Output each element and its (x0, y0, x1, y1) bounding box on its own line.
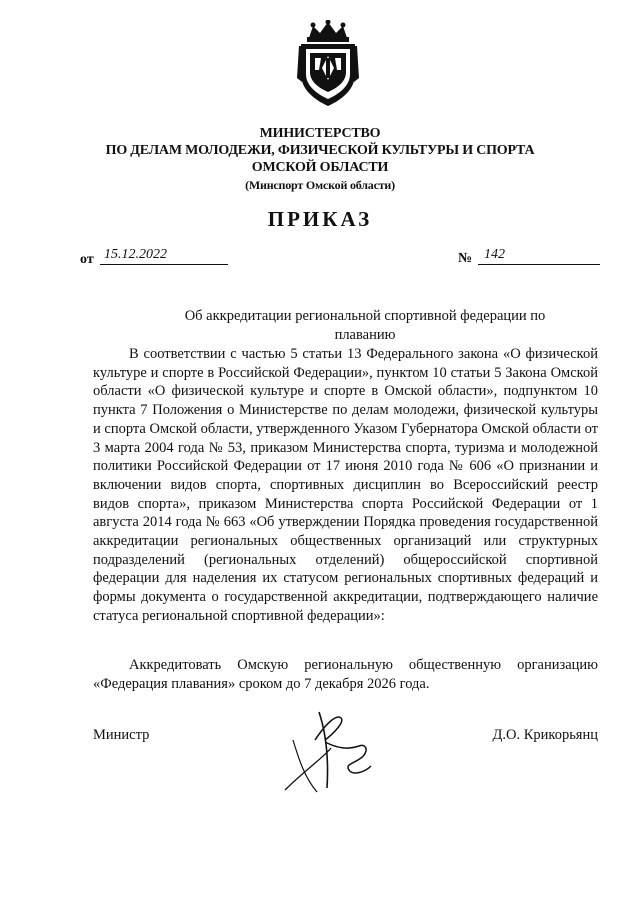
ministry-short-name: (Минспорт Омской области) (245, 178, 395, 192)
ministry-title-line2: ПО ДЕЛАМ МОЛОДЕЖИ, ФИЗИЧЕСКОЙ КУЛЬТУРЫ И СПОРТА (105, 143, 535, 158)
order-subject: Об аккредитации региональной спортивной федерации по плаванию (184, 308, 546, 343)
number-label: № (458, 251, 473, 266)
number-underline (478, 264, 600, 265)
signer-position: Министр (93, 727, 150, 743)
document-type-title: ПРИКАЗ (267, 207, 373, 231)
body-paragraph-1: В соответствии с частью 5 статьи 13 Федерального закона «О физической культуре и спорте в Российской Федерации», пунктом 10 статьи 5 Закона Омской области «О физической культуре и спорте в Омской области», подпунктом 10 пункта 7 Положения о Министерстве по делам молодежи, физической культуры и спорта Омской области, утвержденного Указом Губернатора Омской области от 3 марта 2004 года № 53, приказом Министерства спорта, туризма и молодежной политики Российской Федерации от 17 июня 2010 года № 606 «О признании и включении видов спорта, спортивных дисциплин во Всероссийский реестр видов спорта», приказом Министерства спорта Российской Федерации от 1 августа 2014 года № 663 «Об утверждении Порядка проведения государственной аккредитации региональных общественных организаций или структурных подразделений (региональных отделений) общероссийской спортивной федерации для наделения их статусом региональных спортивных федераций и формы документа о государственной аккредитации, подтверждающего наличие статуса региональной спортивной федерации»: (93, 346, 598, 624)
number-value: 142 (484, 247, 505, 262)
body-paragraph-2: Аккредитовать Омскую региональную общественную организацию «Федерация плавания» сроком до 7 декабря 2026 года. (93, 657, 598, 692)
coat-of-arms-icon (295, 20, 361, 108)
handwritten-signature-icon (275, 700, 395, 800)
date-value: 15.12.2022 (104, 247, 167, 262)
date-label: от (80, 252, 94, 267)
ministry-title-line1: МИНИСТЕРСТВО (259, 126, 381, 141)
signer-name: Д.О. Крикорьянц (492, 727, 598, 743)
date-underline (100, 264, 228, 265)
ministry-title-line3: ОМСКОЙ ОБЛАСТИ (251, 160, 389, 175)
